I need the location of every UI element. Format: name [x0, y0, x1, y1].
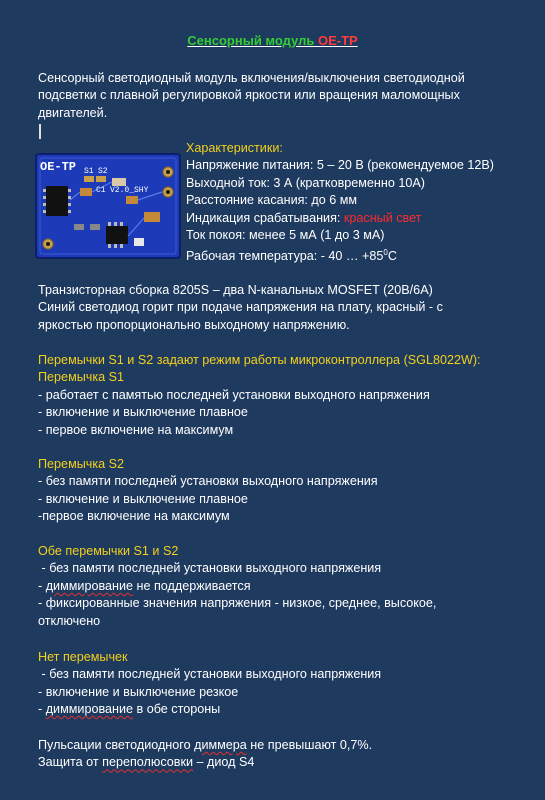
- jumper-both-section: [38, 543, 528, 630]
- specs-heading: Характеристики:: [186, 141, 283, 155]
- jumper-none-section: [38, 649, 528, 719]
- spec-indication-label: Индикация срабатывания:: [186, 210, 344, 225]
- spec-indication: [186, 210, 526, 227]
- jumper-none-item: - включение и выключение резкое: [38, 684, 239, 699]
- jumper-none-item3-prefix: -: [38, 702, 46, 717]
- intro-line: подсветки с плавной регулировкой яркости или вращения маломощных: [38, 88, 460, 103]
- transistor-paragraph: [38, 282, 528, 334]
- intro-line: двигателей.: [38, 105, 108, 120]
- footer-line1-suffix: не превышают 0,7%.: [246, 738, 373, 752]
- jumpers-section: [38, 352, 528, 439]
- title-prefix: Сенсорный модуль: [187, 33, 318, 48]
- transistor-line: Транзисторная сборка 8205S – два N-канальных MOSFET (20В/6А): [38, 283, 433, 297]
- spec-temperature: [186, 244, 526, 266]
- board-label-s2: S2: [98, 167, 108, 176]
- spec-supply: Напряжение питания: 5 – 20 В (рекомендуемое 12В): [186, 158, 494, 173]
- jumper-both-item: отключено: [38, 613, 101, 628]
- transistor-line: Синий светодиод горит при подаче напряжения на плату, красный - с: [38, 300, 443, 315]
- board-label-c1: C1: [96, 186, 106, 195]
- jumper-both-item2-prefix: -: [38, 578, 46, 593]
- spec-indication-value: красный свет: [343, 210, 422, 225]
- title-model: OE-TP: [317, 33, 358, 48]
- jumper-both-item2-word: диммирование: [45, 578, 133, 593]
- jumper-none-item: - без памяти последней установки выходного напряжения: [38, 667, 382, 682]
- jumper-none-heading: Нет перемычек: [38, 650, 128, 664]
- jumper-none-item3-suffix: в обе стороны: [133, 702, 221, 717]
- jumper-s1-item: - первое включение на максимум: [38, 422, 234, 437]
- spec-temp-sup: 0: [383, 248, 388, 258]
- jumper-s2-item: -первое включение на максимум: [38, 509, 230, 524]
- spec-temp-prefix: Рабочая температура: - 40 … +85: [186, 249, 384, 264]
- board-label-version: V2.0_SHY: [110, 186, 149, 195]
- jumper-both-item: - фиксированные значения напряжения - низкое, среднее, высокое,: [38, 596, 437, 611]
- footer-line: [38, 754, 528, 771]
- spec-current: Выходной ток: 3 А (кратковременно 10А): [186, 175, 425, 190]
- spec-distance: Расстояние касания: до 6 мм: [186, 193, 358, 208]
- footer-line2-word: переполюсовки: [102, 755, 193, 770]
- page-title: [0, 33, 545, 48]
- footer-line: [38, 737, 528, 754]
- jumper-both-item: - без памяти последней установки выходного напряжения: [38, 561, 382, 576]
- footer-notes: [38, 737, 528, 772]
- footer-line1-prefix: Пульсации светодиодного: [38, 738, 195, 752]
- jumper-s2-item: - без памяти последней установки выходного напряжения: [38, 474, 378, 489]
- board-image: [34, 152, 182, 260]
- footer-line1-word: диммера: [194, 738, 247, 752]
- jumper-none-item3-word: диммирование: [45, 702, 133, 717]
- board-label-s1: S1: [84, 167, 94, 176]
- specs-list: [186, 140, 526, 266]
- jumper-s1-heading: Перемычка S1: [38, 370, 125, 385]
- intro-paragraph: [38, 70, 523, 122]
- jumper-s2-heading: Перемычка S2: [38, 457, 125, 471]
- jumpers-intro: Перемычки S1 и S2 задают режим работы микроконтроллера (SGL8022W):: [38, 353, 481, 367]
- jumper-s2-item: - включение и выключение плавное: [38, 491, 248, 506]
- jumper-s1-item: - работает с памятью последней установки выходного напряжения: [38, 387, 430, 402]
- spec-temp-suffix: С: [387, 249, 397, 264]
- jumper-both-item2-suffix: не поддерживается: [133, 578, 251, 593]
- jumper-none-item: [38, 701, 528, 718]
- jumper-both-heading: Обе перемычки S1 и S2: [38, 544, 179, 558]
- transistor-line: яркостью пропорционально выходному напряжению.: [38, 317, 350, 332]
- jumper-s1-item: - включение и выключение плавное: [38, 405, 248, 420]
- footer-line2-prefix: Защита от: [38, 755, 103, 770]
- jumper-s2-section: [38, 456, 528, 526]
- spec-quiescent: Ток покоя: менее 5 мА (1 до 3 мА): [186, 228, 385, 243]
- footer-line2-suffix: – диод S4: [193, 755, 255, 770]
- text-cursor: [39, 124, 41, 139]
- jumper-both-item: [38, 578, 528, 595]
- board-label-main: OE-TP: [40, 160, 77, 174]
- intro-line: Сенсорный светодиодный модуль включения/выключения светодиодной: [38, 71, 465, 85]
